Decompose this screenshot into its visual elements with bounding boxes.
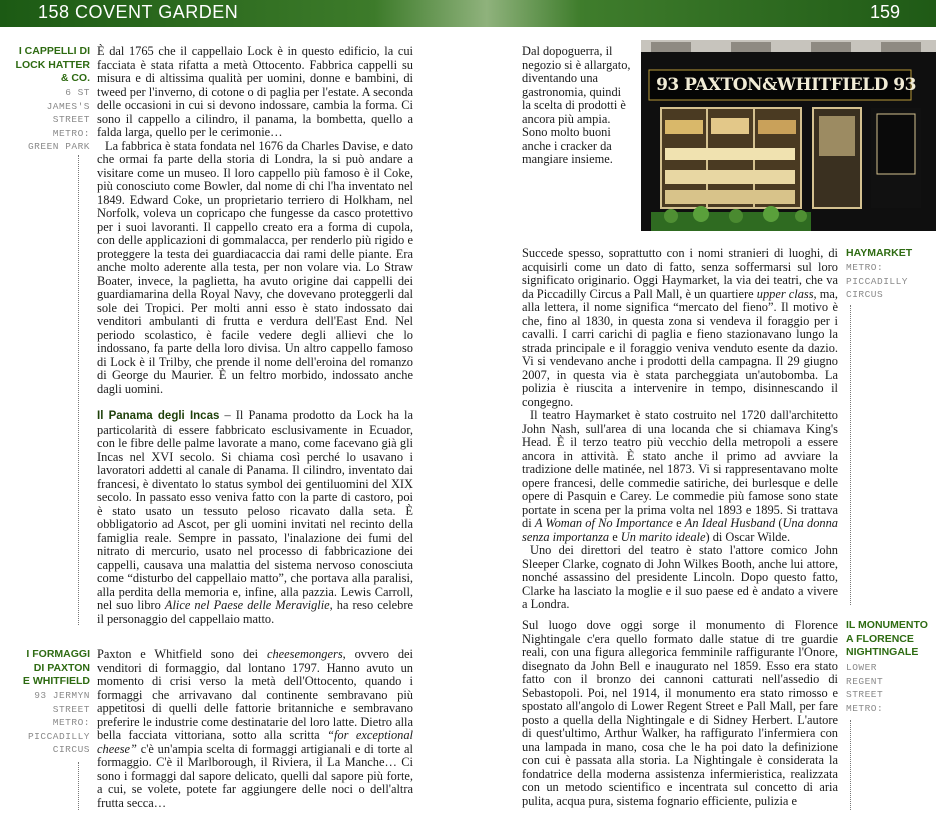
body-column-nightingale — [522, 619, 838, 808]
sidebar-dotted-rule — [850, 305, 851, 605]
paragraph: Sul luogo dove oggi sorge il monumento di Florence Nightingale c'era quello formato dalle statue di tre guardie reali, con una figura allegorica femminile raffigurante l'Onore, disegnato da John Bell e inaugurato nel 1859. Esso era stato fatto con il bronzo dei cannoni catturati nell'assedio di Sebastopoli. Poi, nel 1914, il monumento era stato rimosso e spostato all'angolo di Lower Regent Street e Pall Mall, per fare posto a quella della Nightingale e di Sidney Herbert. L'autore di quest'ultimo, Arthur Walker, ha raffigurato l'infermiera con una lampada in mano, cosa che le ha poi dato la definizione con cui è passata alla storia. La Nightingale è considerata la fondatrice della moderna assistenza infermieristica, realizzata con un metodo scientifico e incentrata sul concetto di aria pulita, acqua pura, sistema fognario efficiente, pulizia e — [522, 618, 838, 808]
sidebar-dotted-rule — [78, 762, 79, 810]
sidebar-heading-nightingale: IL MONUMENTO A FLORENCE NIGHTINGALE — [846, 619, 928, 658]
paragraph: La fabbrica è stata fondata nel 1676 da Charles Davise, e dato che ormai fa parte della storia di Londra, la si può andare a visitare come un museo. Il loro cappello più famoso è il Coke, più conosciuto come Bowler, dal nome di chi l'ha inventato nel 1849. Edward Coke, un proprietario terriero di Holkham, nel Norfolk, voleva un copricapo che fungesse da casco protettivo per i suoi lavoranti. Il cappello creato era a forma di cupola, con delle applicazioni di gommalacca, per renderlo più rigido e proteggere la testa dei guardiacaccia dai rami delle piante. Era anche molto aderente alla testa, per non volare via. Lo Straw Boater, invece, la paglietta, ha avuto origine dai cappelli dei guardiamarina della Royal Navy, che dovevano proteggerli dal sole dei Tropici. Per molti anni esso è stato indossato dai venditori ambulanti di frutta e verdura dell'East End. Nel periodo scolastico, è facile vedere degli allievi che lo indossano, fa parte della loro divisa. Un altro cappello famoso di Lock è il Trilby, che prende il nome dell'eroina del romanzo di George du Maurier. È un feltro morbido, indossato anche dagli uomini. — [97, 138, 413, 396]
intro-column — [522, 45, 632, 167]
right-page-number: 159 — [869, 2, 900, 22]
shopfront-photo — [641, 40, 936, 231]
left-page-running-head: 158 COVENT GARDEN — [38, 2, 239, 22]
body-column-paxton-whitfield — [97, 648, 413, 810]
paragraph: Succede spesso, soprattutto con i nomi stranieri di luoghi, di acquisirli come un dato di fatto, senza soffermarsi sul loro significato originario. Oggi Haymarket, la via dei teatri, che va da Piccadilly Circus a Pall Mall, è un quartiere upper class, ma, alla lettera, il nome significa “mercato del fieno”. Il motivo è che, fino al 1830, in questa zona si vendeva il foraggio per i cavalli. I carri carichi di paglia e fieno stazionavano lungo la strada principale e il foraggio veniva venduto esente da dazio. Vi si vendevano anche i prodotti della campagna. Il 29 giugno 2007, in questa via è stata parcheggiata un'autobomba. La polizia è riuscita a intervenire in tempo, disinnescando il congegno. — [522, 246, 838, 409]
paragraph-panama: Il Panama degli Incas – Il Panama prodotto da Lock ha la particolarità di essere fabbricato esclusivamente in Ecuador, con le fibre delle palme lavorate a mano, come facevano già gli Incas nel XVI secolo. Si chiama così perché lo usavano i lavoratori addetti al canale di Panama. Il cilindro, inventato dai francesi, è diventato lo status symbol dei gentiluomini del XIX secolo. In passato esso veniva fatto con la parte di castoro, poi è stato usato un tessuto peloso ricavato dalla seta. È obbligatorio ad Ascot, per gli uomini invitati nel recinto della famiglia reale. Sempre in passato, l'inalazione dei fumi del nitrato di mercurio, usato nel processo di fabbricazione dei cappelli, causava una malattia del sistema nervoso conosciuta come “disturbo del cappellaio matto”, che portava alla paralisi, alla perdita della memoria e, infine, alla pazzia. Lewis Carroll, nel suo libro Alice nel Paese delle Meraviglie, ha reso celebre il personaggio del cappellaio matto. — [97, 408, 413, 626]
sidebar-address-haymarket: METRO: PICCADILLY CIRCUS — [846, 262, 909, 300]
paragraph: Paxton e Whitfield sono dei cheesemongers, ovvero dei venditori di formaggio, dal lontano 1797. Hanno avuto un momento di crisi verso la metà dell'Ottocento, quando i formaggi che arrivavano dal continente sembravano più appetitosi di quelli delle fattorie britanniche e sembravano preferire le industrie come destinatarie del loro latte. Dietro alla bella facciata vittoriana, sotto alla scritta “for exceptional cheese” c'è un'ampia scelta di formaggi artigianali e di torte al formaggio. C'è il Marlborough, il Riviera, il La Manche… Ci sono i formaggi dal sapore delicato, quelli dal sapore più forte, a cui, se volete, potete far aggiungere delle noci o dell'altra frutta secca… — [97, 647, 413, 810]
paragraph: Uno dei direttori del teatro è stato l'attore comico John Sleeper Clarke, cognato di John Wilkes Booth, anche lui attore, nonché assassino del presidente Lincoln. Dopo questo fatto, Clarke ha lasciato la moglie e il suo paese ed è andato a vivere a Londra. — [522, 543, 838, 611]
sidebar-dotted-rule — [850, 720, 851, 810]
sidebar-address-nightingale: LOWER REGENT STREET METRO: — [846, 662, 884, 714]
body-column-haymarket — [522, 247, 838, 612]
sidebar-address-lock-hatter: 6 ST JAMES'S STREET METRO: GREEN PARK — [27, 87, 90, 152]
sidebar-address-paxton-whitfield: 93 JERMYN STREET METRO: PICCADILLY CIRCUS — [27, 690, 90, 755]
sidebar-dotted-rule — [78, 155, 79, 625]
book-title: Alice nel Paese delle Meraviglie — [164, 598, 330, 612]
sidebar-heading-haymarket: HAYMARKET — [846, 247, 913, 259]
sidebar-heading-lock-hatter: I CAPPELLI DI LOCK HATTER & CO. — [15, 45, 90, 84]
paragraph: Dal dopoguerra, il negozio si è allargato, diventando una gastronomia, quindi la scelta di prodotti è ancora più ampia. Sono molto buoni anche i cracker da mangiare insieme. — [522, 44, 631, 166]
page-header-bar — [0, 0, 936, 27]
subsection-lead-title: Il Panama degli Incas — [97, 410, 220, 422]
sidebar-heading-paxton-whitfield: I FORMAGGI DI PAXTON E WHITFIELD — [22, 648, 90, 687]
shopfront-illustration — [641, 40, 936, 231]
paragraph: Il teatro Haymarket è stato costruito nel 1720 dall'architetto John Nash, sull'area di una locanda che si chiamava King's Head. È il terzo teatro più vecchio della metropoli a essere ancora in attività. È stato anche il primo ad avviare la tradizione delle matinée, nel 1873. Vi si rappresentavano molte opere francesi, delle commedie satiriche, dei burlesque e delle opere di Pasquin e Carey. Le commedie più famose sono state portate in scena per la prima volta nel 1893 e 1895. Si trattava di A Woman of No Importance e An Ideal Husband (Una donna senza importanza e Un marito ideale) di Oscar Wilde. — [522, 408, 838, 544]
body-column-lock-hatter — [97, 45, 413, 626]
shop-sign-text: 93 PAXTON&WHITFIELD 93 — [656, 75, 916, 95]
paragraph: È dal 1765 che il cappellaio Lock è in questo edificio, la cui facciata è stata rifatta a metà Ottocento. Fabbrica cappelli su misura e di altissima qualità per uomini, donne e bambini, di tweed per l'inverno, di cotone o di paglia per l'estate. A seconda delle occasioni in cui si devono indossare, cambia la forma. Ci sono il cappello a cilindro, il panama, la bombetta, quello a falda larga, quello per le cerimonie… — [97, 44, 413, 139]
